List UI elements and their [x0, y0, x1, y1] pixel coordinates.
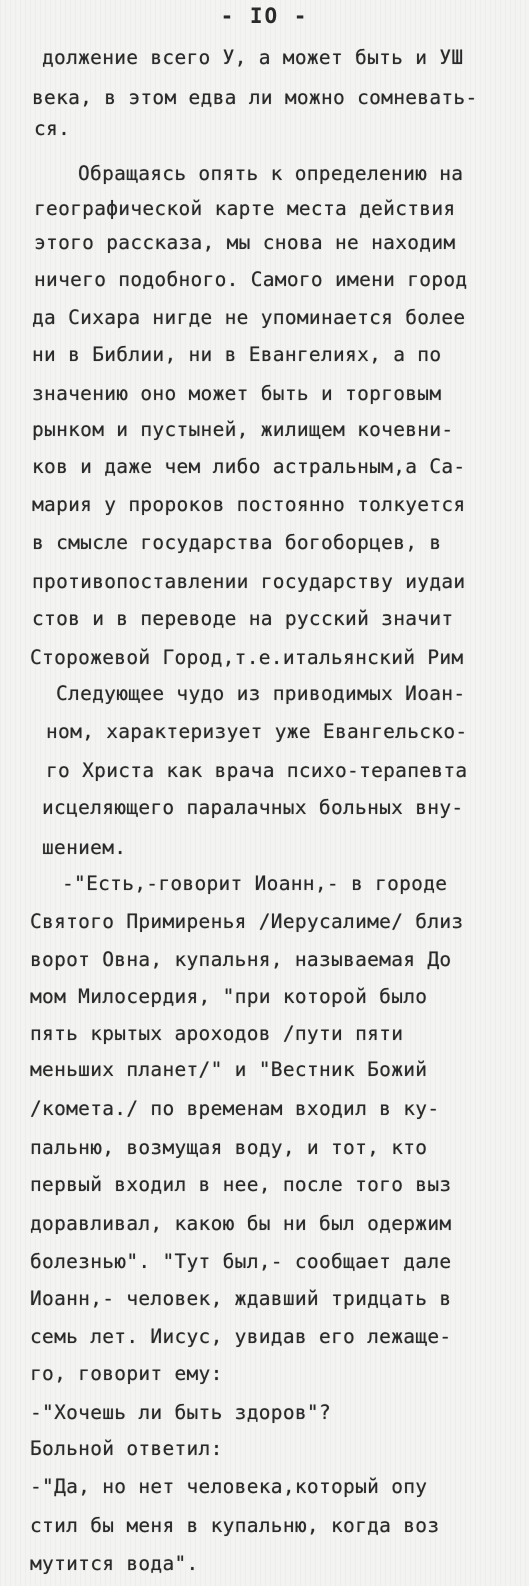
text-line: стов и в переводе на русский значит	[32, 607, 454, 630]
text-line: Обращаясь опять к определению на	[78, 162, 464, 185]
text-line: да Сихара нигде не упоминается более	[32, 306, 466, 329]
text-line: го, говорит ему:	[30, 1362, 223, 1385]
text-line: -"Да, но нет человека,который опу	[30, 1475, 428, 1498]
text-line: этого рассказа, мы снова не находим	[34, 231, 456, 254]
text-line: ков и даже чем либо астральным,а Са-	[32, 455, 466, 478]
text-line: века, в этом едва ли можно сомневать-	[32, 86, 478, 109]
text-line: /комета./ по временам входил в ку-	[30, 1097, 440, 1120]
text-line: мария у пророков постоянно толкуется	[32, 493, 466, 516]
text-line: исцеляющего паралачных больных вну-	[42, 796, 464, 819]
text-line: шением.	[42, 836, 127, 859]
text-line: в смысле государства богоборцев, в	[32, 531, 442, 554]
text-line: ни в Библии, ни в Евангелиях, а по	[32, 343, 442, 366]
text-line: стил бы меня в купальню, когда воз	[30, 1514, 440, 1537]
text-line: мутится вода".	[30, 1552, 199, 1575]
text-line: -"Есть,-говорит Иоанн,- в городе	[62, 872, 448, 895]
text-line: ничего подобного. Самого имени город	[34, 268, 468, 291]
text-line: -"Хочешь ли быть здоров"?	[30, 1401, 331, 1424]
text-line: географической карте места действия	[34, 197, 456, 220]
text-line: рынком и пустыней, жилищем кочевни-	[32, 418, 454, 441]
text-line: Больной ответил:	[30, 1437, 223, 1460]
text-line: пальню, возмущая воду, и тот, кто	[30, 1136, 428, 1159]
text-line: ном, характеризует уже Евангельско-	[46, 720, 468, 743]
text-line: Святого Примиренья /Иерусалиме/ близ	[30, 910, 464, 933]
text-line: противопоставлении государству иудаи	[32, 570, 466, 593]
text-line: должение всего У, а может быть и УШ	[42, 46, 464, 69]
text-line: Следующее чудо из приводимых Иоан-	[56, 682, 466, 705]
page-number: - IO -	[220, 4, 309, 28]
text-line: меньших планет/" и "Вестник Божий	[30, 1058, 428, 1081]
text-line: ворот Овна, купальня, называемая До	[30, 948, 452, 971]
text-line: ся.	[34, 117, 71, 140]
text-line: пять крытых ароходов /пути пяти	[30, 1022, 404, 1045]
text-line: Иоанн,- человек, ждавший тридцать в	[30, 1287, 452, 1310]
text-line: доравливал, какою бы ни был одержим	[30, 1212, 452, 1235]
text-line: го Христа как врача психо-терапевта	[46, 759, 468, 782]
text-line: первый входил в нее, после того выз	[30, 1173, 452, 1196]
text-line: значению оно может быть и торговым	[32, 382, 442, 405]
text-line: мом Милосердия, "при которой было	[30, 985, 428, 1008]
text-line: болезнью". "Тут был,- сообщает дале	[30, 1250, 452, 1273]
text-line: Сторожевой Город,т.е.итальянский Рим	[30, 646, 464, 669]
text-line: семь лет. Иисус, увидав его лежаще-	[30, 1325, 452, 1348]
